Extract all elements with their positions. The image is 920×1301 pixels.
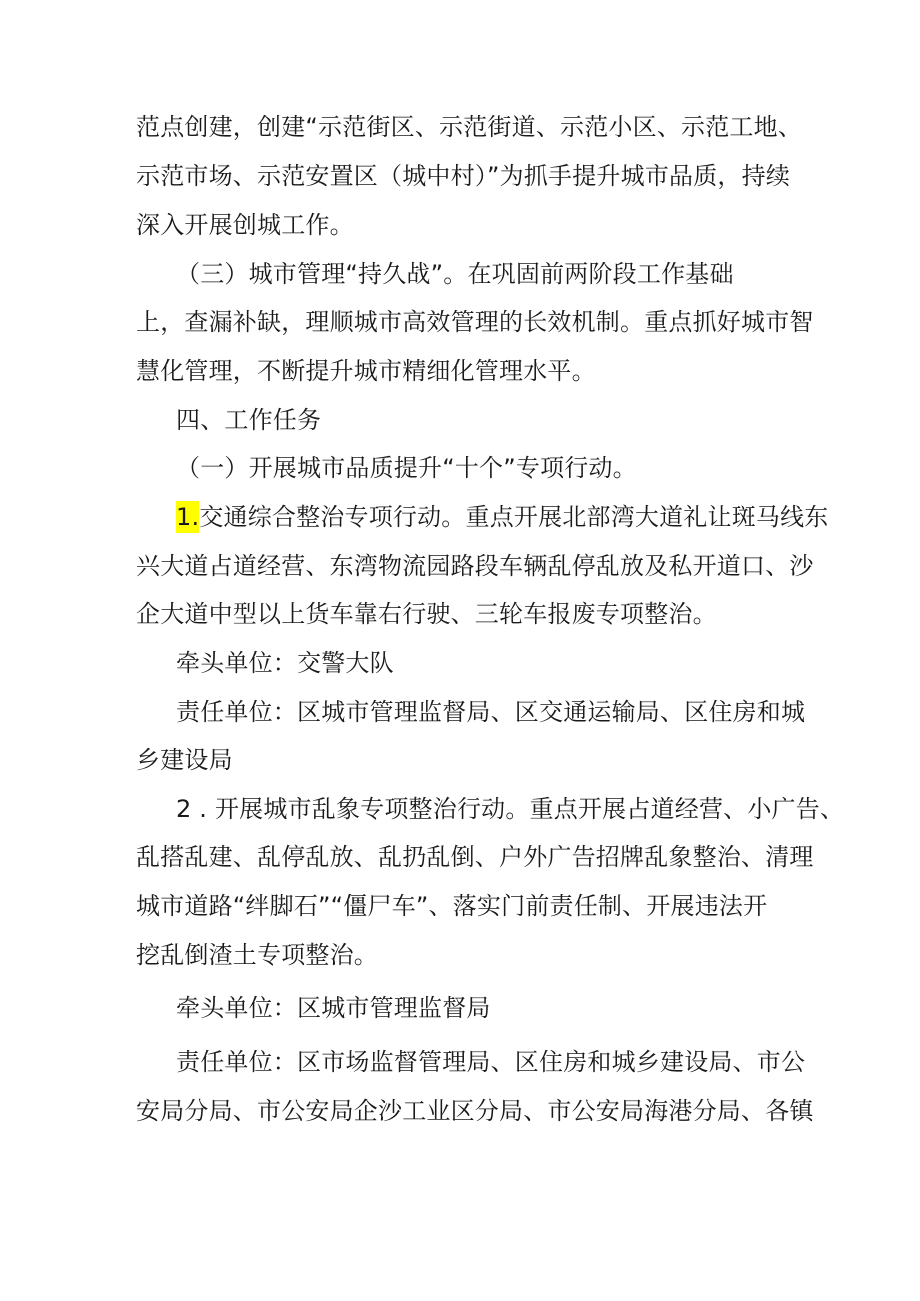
paragraph-line: 城市道路“绊脚石”“僵尸车”、落实门前责任制、开展违法开 <box>136 892 768 920</box>
paragraph-line: 兴大道占道经营、东湾物流园路段车辆乱停乱放及私开道口、沙 <box>136 552 814 580</box>
paragraph-line: 范点创建，创建“示范街区、示范街道、示范小区、示范工地、 <box>136 113 803 141</box>
lead-unit-2: 牵头单位：区城市管理监督局 <box>176 994 491 1022</box>
section-heading-4: 四、工作任务 <box>176 406 322 434</box>
paragraph-line: 慧化管理，不断提升城市精细化管理水平。 <box>136 357 596 385</box>
paragraph-line: 乡建设局 <box>136 746 233 774</box>
subsection-heading-1: （一）开展城市品质提升“十个”专项行动。 <box>176 454 637 482</box>
item-1-text: 交通综合整治专项行动。重点开展北部湾大道礼让斑马线东 <box>199 503 829 531</box>
responsible-units-2: 责任单位：区市场监督管理局、区住房和城乡建设局、市公 <box>176 1048 806 1076</box>
paragraph-line: 挖乱倒渣土专项整治。 <box>136 941 378 969</box>
paragraph-line: 乱搭乱建、乱停乱放、乱扔乱倒、户外广告招牌乱象整治、清理 <box>136 843 814 871</box>
paragraph-line: 深入开展创城工作。 <box>136 211 354 239</box>
section-heading-3: （三）城市管理“持久战”。在巩固前两阶段工作基础 <box>176 260 734 288</box>
paragraph-line: 示范市场、示范安置区（城中村）”为抓手提升城市品质，持续 <box>136 162 791 190</box>
paragraph-line: 安局分局、市公安局企沙工业区分局、市公安局海港分局、各镇 <box>136 1097 814 1125</box>
lead-unit-1: 牵头单位：交警大队 <box>176 649 394 677</box>
paragraph-line: 企大道中型以上货车靠右行驶、三轮车报废专项整治。 <box>136 600 717 628</box>
paragraph-line: 上，查漏补缺，理顺城市高效管理的长效机制。重点抓好城市智 <box>136 308 814 336</box>
item-2-first-line: 2 . 开展城市乱象专项整治行动。重点开展占道经营、小广告、 <box>176 795 845 823</box>
responsible-units-1: 责任单位：区城市管理监督局、区交通运输局、区住房和城 <box>176 698 806 726</box>
item-1-number-highlight: 1. <box>176 503 200 531</box>
item-1-first-line <box>176 502 829 532</box>
